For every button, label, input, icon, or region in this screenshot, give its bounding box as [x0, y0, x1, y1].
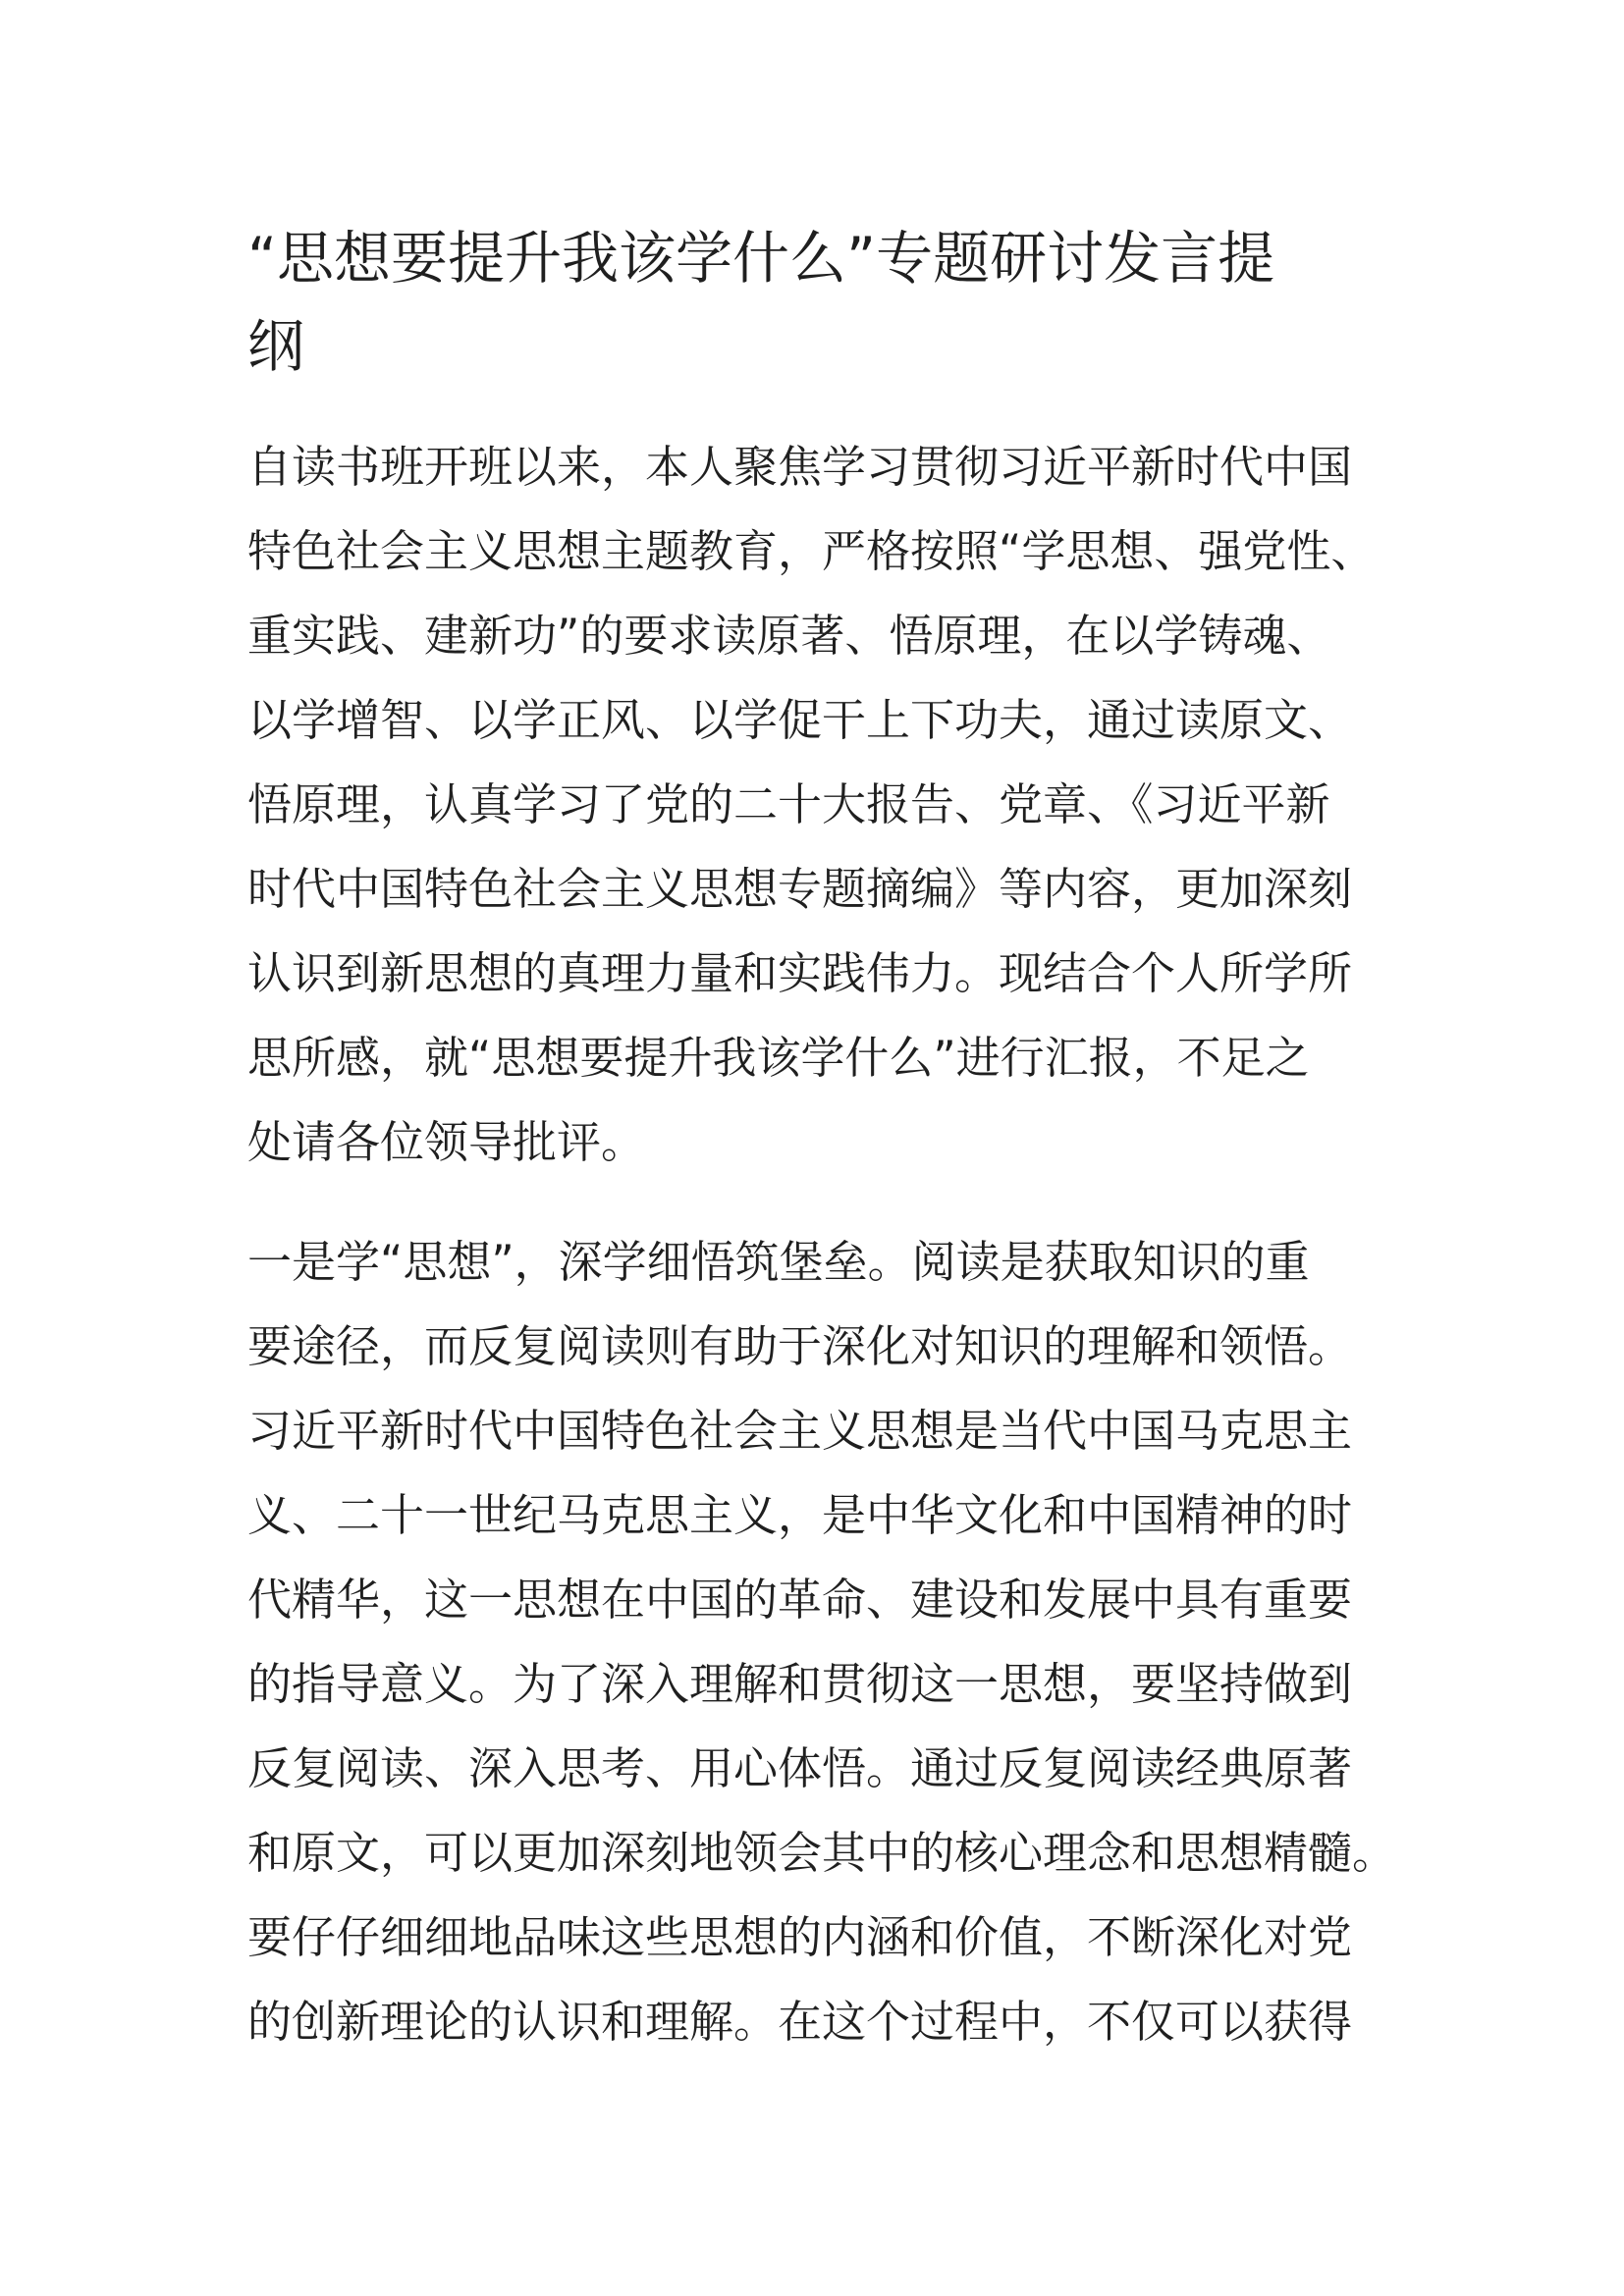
paragraph-line: 时代中国特色社会主义思想专题摘编》等内容，更加深刻	[247, 863, 1353, 915]
paragraph-line: 要途径，而反复阅读则有助于深化对知识的理解和领悟。	[247, 1320, 1353, 1372]
paragraph-line: 处请各位领导批评。	[247, 1116, 646, 1168]
paragraph-line: 特色社会主义思想主题教育，严格按照“学思想、强党性、	[247, 525, 1376, 577]
paragraph-line: 重实践、建新功”的要求读原著、悟原理，在以学铸魂、	[247, 610, 1331, 662]
paragraph-line: 习近平新时代中国特色社会主义思想是当代中国马克思主	[247, 1405, 1353, 1457]
title-line: “思想要提升我该学什么”专题研讨发言提	[247, 225, 1275, 292]
body-paragraph	[247, 1220, 1397, 2064]
paragraph-line: 思所感，就“思想要提升我该学什么”进行汇报，不足之	[247, 1032, 1310, 1084]
paragraph-line: 一是学“思想”，深学细悟筑堡垒。阅读是获取知识的重	[247, 1236, 1310, 1288]
paragraph-line: 要仔仔细细地品味这些思想的内涵和价值，不断深化对党	[247, 1911, 1353, 1963]
paragraph-line: 以学增智、以学正风、以学促干上下功夫，通过读原文、	[247, 694, 1353, 746]
paragraph-line: 代精华，这一思想在中国的革命、建设和发展中具有重要	[247, 1574, 1353, 1626]
paragraph-line: 的指导意义。为了深入理解和贯彻这一思想，要坚持做到	[247, 1658, 1353, 1710]
paragraph-line: 反复阅读、深入思考、用心体悟。通过反复阅读经典原著	[247, 1742, 1353, 1794]
paragraph-line: 和原文，可以更加深刻地领会其中的核心理念和思想精髓。	[247, 1827, 1397, 1879]
paragraph-line: 义、二十一世纪马克思主义，是中华文化和中国精神的时	[247, 1489, 1353, 1541]
title-line: 纲	[247, 313, 305, 380]
paragraph-line: 认识到新思想的真理力量和实践伟力。现结合个人所学所	[247, 947, 1353, 999]
paragraph-line: 的创新理论的认识和理解。在这个过程中，不仅可以获得	[247, 1996, 1353, 2048]
paragraph-line: 悟原理，认真学习了党的二十大报告、党章、《习近平新	[247, 778, 1330, 830]
document-page	[247, 214, 1397, 2064]
paragraph-line: 自读书班开班以来，本人聚焦学习贯彻习近平新时代中国	[247, 441, 1353, 493]
intro-paragraph	[247, 425, 1386, 1185]
document-title	[247, 214, 1386, 391]
